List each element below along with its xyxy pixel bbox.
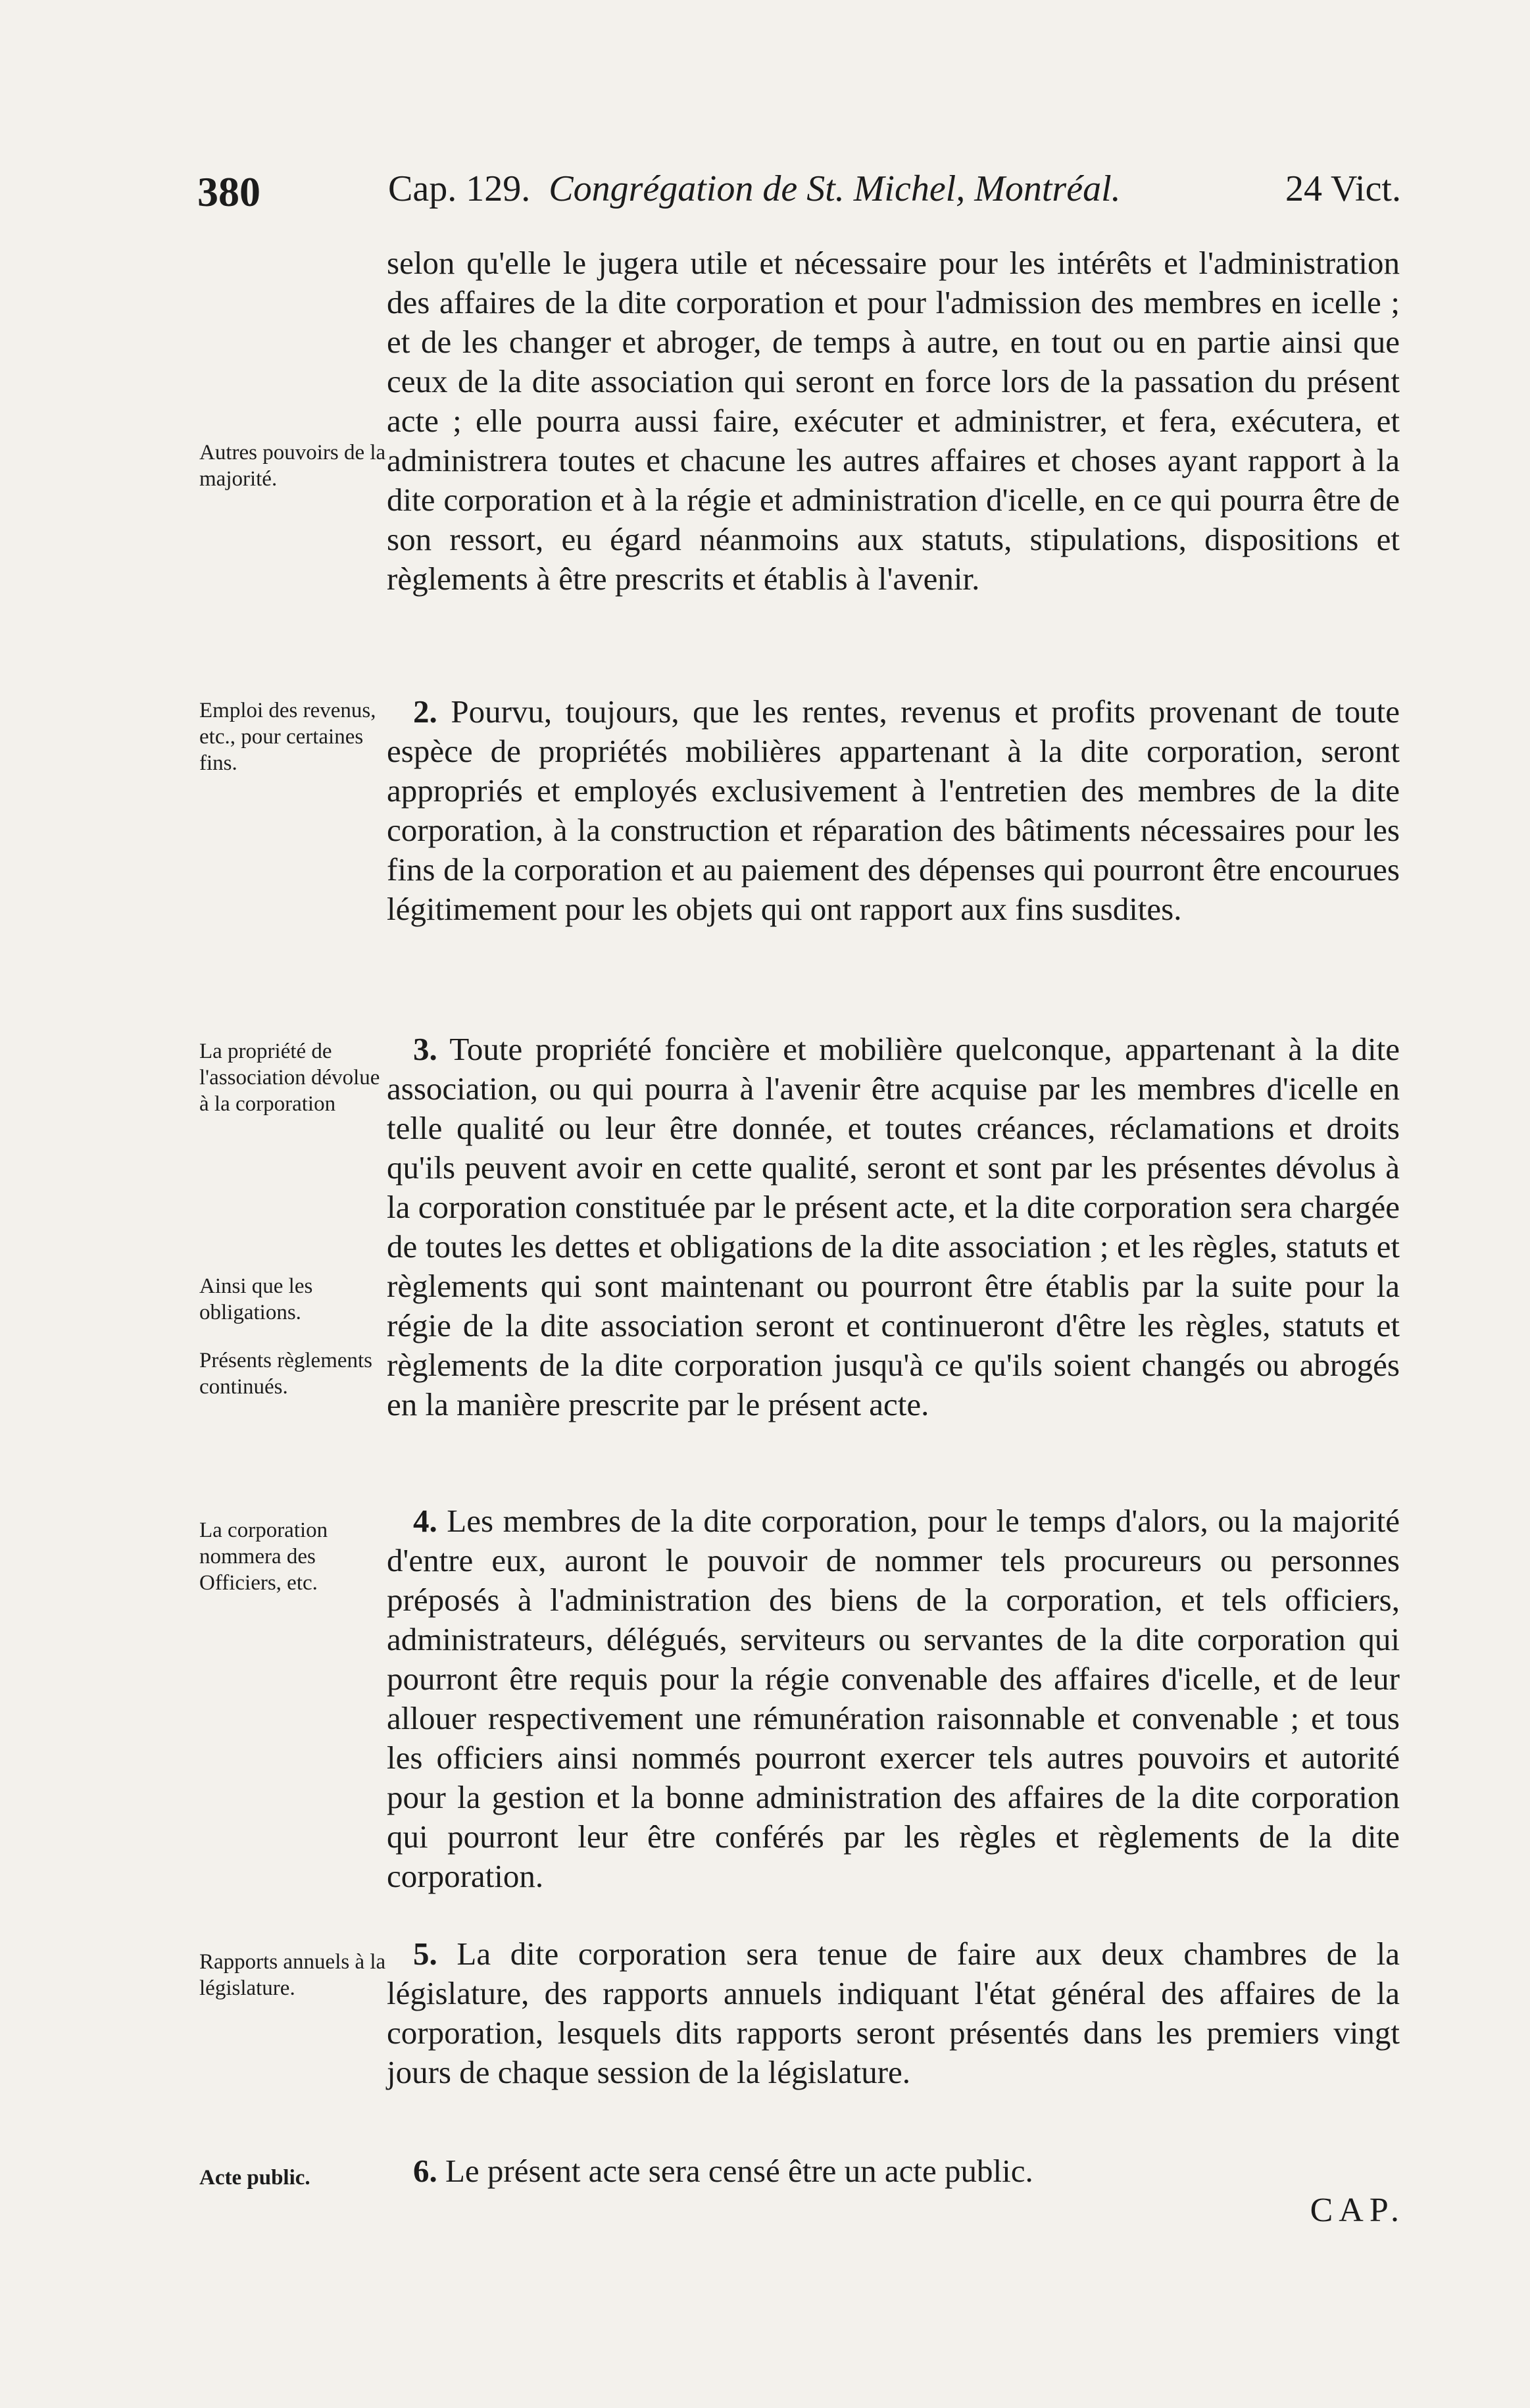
margin-note: Ainsi que les obligations.: [199, 1274, 313, 1324]
paragraph-text: Pourvu, toujours, que les rentes, revenus et profits provenant de toute espèce de propriétés mobilières appartenant à la dite corporation, seront appropriés et employés exclusivement à l'entretien des membres de la dite corporation, à la construction et réparation des bâtiments nécessaires pour les fins de la corporation et au paiement des dépenses qui pourront être encourues légitimement pour les objets qui ont rapport aux fins susdites.: [387, 693, 1400, 927]
section-4: [387, 1501, 1400, 1896]
section-number: 5.: [413, 1936, 437, 1972]
paragraph-text: Les membres de la dite corporation, pour le temps d'alors, ou la majorité d'entre eux, auront le pouvoir de nommer tels procureurs ou personnes préposés à l'administration des biens de la corporation, et tels officiers, administrateurs, délégués, serviteurs ou servantes de la dite corporation qui pourront être requis pour la régie convenable des affaires d'icelle, et de leur allouer respectivement une rémunération raisonnable et convenable ; et tous les officiers ainsi nommés pourront exercer tels autres pouvoirs et autorité pour la gestion et la bonne administration des affaires de la dite corporation qui pourront leur être conférés par les règles et règlements de la dite corporation.: [387, 1503, 1400, 1894]
chapter-number: Cap. 129.: [388, 168, 531, 209]
section-5: [387, 1934, 1400, 2092]
margin-note: Emploi des revenus, etc., pour certaines fins.: [199, 699, 376, 775]
section-6: [387, 2151, 1400, 2191]
margin-note: Présents règlements continués.: [199, 1349, 373, 1399]
header-title: [388, 168, 1121, 210]
margin-note: Rapports annuels à la législature.: [199, 1950, 386, 2000]
regnal-year: 24 Vict.: [1285, 168, 1401, 209]
margin-note: Acte public.: [199, 2166, 310, 2190]
margin-note: La propriété de l'association dévolue à la corporation: [199, 1040, 380, 1116]
page-number: 380: [197, 168, 260, 215]
act-title: Congrégation de St. Michel, Montréal.: [549, 168, 1121, 209]
section-number: 6.: [413, 2153, 437, 2189]
margin-note: La corporation nommera des Officiers, etc.: [199, 1518, 328, 1595]
section-number: 2.: [413, 693, 437, 730]
paragraph-continued: [387, 243, 1400, 599]
paragraph-text: La dite corporation sera tenue de faire aux deux chambres de la législature, des rapports annuels indiquant l'état général des affaires de la corporation, lesquels dits rapports seront présentés dans les premiers vingt jours de chaque session de la législature.: [387, 1936, 1400, 2090]
section-number: 4.: [413, 1503, 437, 1539]
paragraph-text: selon qu'elle le jugera utile et nécessaire pour les intérêts et l'administration des affaires de la dite corporation et pour l'admission des membres en icelle ; et de les changer et abroger, de temps à autre, en tout ou en partie ainsi que ceux de la dite association qui seront en force lors de la passation du présent acte ; elle pourra aussi faire, exécuter et administrer, et fera, exécutera, et administrera toutes et chacune les autres affaires et choses ayant rapport à la dite corporation et à la régie et administration d'icelle, en ce qui pourra être de son ressort, eu égard néanmoins aux statuts, stipulations, dispositions et règlements à être prescrits et établis à l'avenir.: [387, 245, 1400, 597]
margin-note: Autres pouvoirs de la majorité.: [199, 441, 386, 491]
running-header: [197, 168, 1401, 220]
section-2: [387, 692, 1400, 929]
paragraph-text: Le présent acte sera censé être un acte public.: [445, 2153, 1033, 2189]
paragraph-text: Toute propriété foncière et mobilière quelconque, appartenant à la dite association, ou qui pourra à l'avenir être acquise par les membres d'icelle en telle qualité ou leur être donnée, et toutes créances, réclamations et droits qu'ils peuvent avoir en cette qualité, seront et sont par les présentes dévolus à la corporation constituée par le présent acte, et la dite corporation sera chargée de toutes les dettes et obligations de la dite association ; et les règles, statuts et règlements qui sont maintenant ou pourront être établis par la suite pour la régie de la dite association seront et continueront d'être les règles, statuts et règlements de la dite corporation jusqu'à ce qu'ils soient changés ou abrogés en la manière prescrite par le présent acte.: [387, 1031, 1400, 1422]
section-3: [387, 1030, 1400, 1424]
section-number: 3.: [413, 1031, 437, 1067]
catchword: CAP.: [1310, 2192, 1405, 2229]
